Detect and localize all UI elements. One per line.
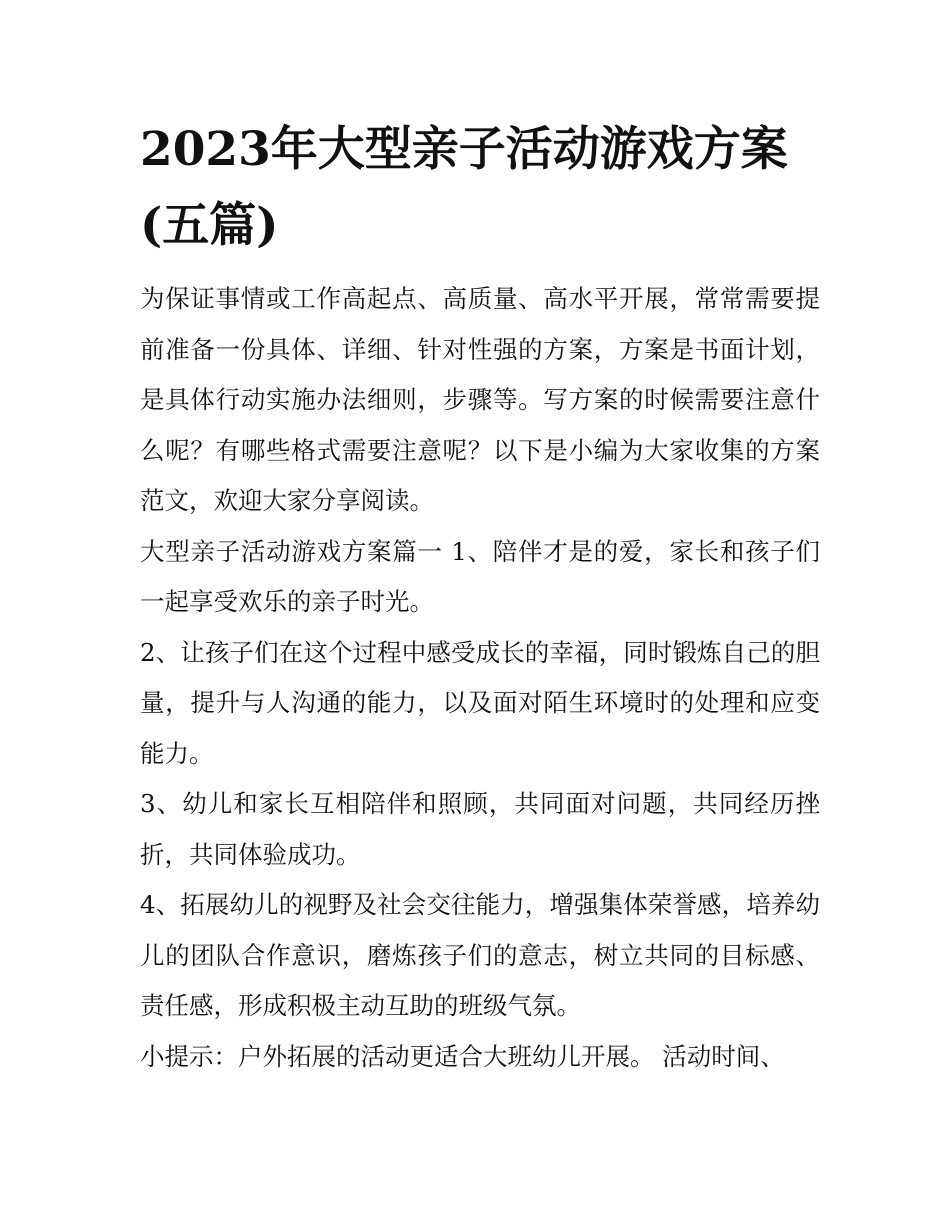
paragraph-intro: 为保证事情或工作高起点、高质量、高水平开展，常常需要提前准备一份具体、详细、针对性强的方案，方案是书面计划，是具体行动实施办法细则，步骤等。写方案的时候需要注意什么呢？有哪些格式需要注意呢？以下是小编为大家收集的方案范文，欢迎大家分享阅读。 (140, 284, 820, 515)
paragraph-tip: 小提示：户外拓展的活动更适合大班幼儿开展。 活动时间、 (140, 1041, 785, 1071)
paragraph-point-4: 4、拓展幼儿的视野及社会交往能力，增强集体荣誉感，培养幼儿的团队合作意识，磨炼孩子们的意志，树立共同的目标感、责任感，形成积极主动互助的班级气氛。 (140, 890, 820, 1020)
paragraph-point-2: 2、让孩子们在这个过程中感受成长的幸福，同时锻炼自己的胆量，提升与人沟通的能力，以及面对陌生环境时的处理和应变能力。 (140, 637, 820, 768)
paragraph-plan-one-point-1: 大型亲子活动游戏方案篇一 1、陪伴才是的爱，家长和孩子们一起享受欢乐的亲子时光。 (140, 536, 820, 616)
paragraph-point-3: 3、幼儿和家长互相陪伴和照顾，共同面对问题，共同经历挫折，共同体验成功。 (140, 789, 820, 869)
document-page (140, 112, 820, 1082)
document-title: 2023年大型亲子活动游戏方案(五篇) (140, 122, 788, 253)
